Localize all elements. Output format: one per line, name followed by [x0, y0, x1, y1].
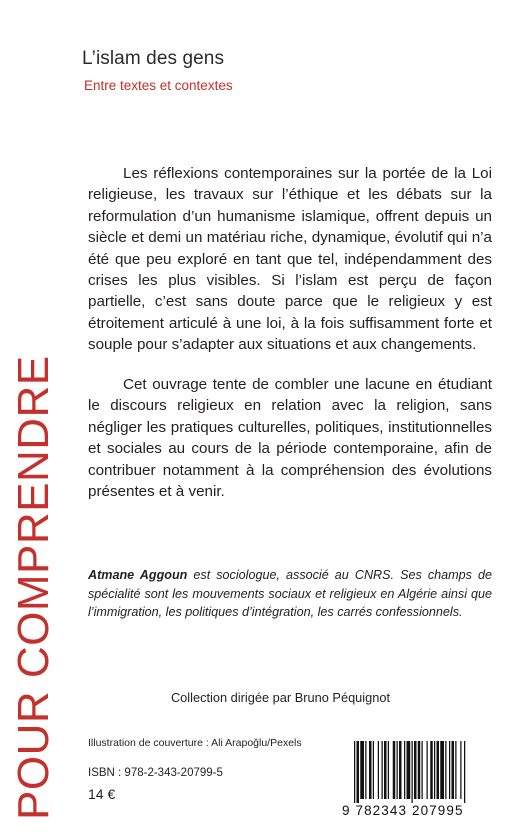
isbn: ISBN : 978-2-343-20799-5 [88, 767, 223, 779]
book-subtitle: Entre textes et contextes [84, 78, 233, 93]
illustration-credit: Illustration de couverture : Ali Arapoğlu/Pexels [88, 737, 302, 749]
collection-text: Collection dirigée par Bruno Péquignot [170, 690, 391, 705]
author-name: Atmane Aggoun [88, 568, 188, 582]
collection-line [0, 690, 525, 705]
barcode-bar [452, 741, 455, 799]
barcode-bar [397, 741, 398, 799]
barcode-bar [384, 741, 387, 799]
barcode-bar [354, 741, 355, 803]
summary-paragraph-1 [88, 163, 492, 356]
barcode-bar [382, 741, 383, 799]
barcode-bar [422, 741, 423, 799]
barcode-bar [418, 741, 421, 799]
barcode-bar [373, 741, 374, 799]
barcode-bar [414, 741, 417, 799]
barcode-bar [434, 741, 435, 799]
barcode-bar [449, 741, 450, 799]
barcode-bar [407, 741, 411, 799]
summary-paragraph-2 [88, 374, 492, 502]
barcode-bar [360, 741, 364, 799]
barcode-bar [404, 741, 405, 799]
barcode-bar [464, 741, 465, 803]
barcode-bar [378, 741, 379, 799]
barcode-bar [440, 741, 444, 799]
series-name: POUR COMPRENDRE [9, 355, 58, 820]
barcode-bar [399, 741, 402, 799]
barcode-bar [357, 741, 360, 803]
barcode-bar [455, 741, 456, 799]
barcode-bar [437, 741, 440, 799]
barcode-bar [388, 741, 389, 799]
series-vertical-label [4, 355, 64, 820]
barcode-bar [430, 741, 433, 799]
author-bio [88, 566, 492, 622]
barcode-digits: 9 782343 207995 [342, 803, 464, 818]
barcode-bar [412, 741, 413, 803]
paragraph-text: Cet ouvrage tente de combler une lacune en étudiant le discours religieux en relation avec la religion, sans négliger les pratiques culturelles, politiques, institutionnelles et sociales au cours de la période contemporaine, afin de contribuer notamment à la compréhension des évolutions présentes et à venir. [88, 376, 492, 501]
barcode-bar [365, 741, 366, 799]
barcode-bar [393, 741, 396, 799]
barcode-bars [354, 741, 496, 803]
barcode-bar [460, 741, 461, 799]
barcode-bar [369, 741, 372, 799]
author-description: est sociologue, associé au CNRS. Ses champs de spécialité sont les mouvements sociaux et religieux en Algérie ainsi que l’immigration, les politiques d’intégration, les carrés confessionnels. [88, 568, 493, 619]
price: 14 € [88, 786, 116, 802]
barcode [340, 741, 498, 825]
barcode-bar [445, 741, 446, 799]
paragraph-text: Les réflexions contemporaines sur la portée de la Loi religieuse, les travaux sur l’éthique et les débats sur la reformulation d’un humanisme islamique, offrent depuis un siècle et demi un matériau riche, dynamique, évolutif qui n’a été que peu exploré en tant que tel, indépendamment des crises les plus visibles. Si l’islam est perçu de façon partielle, c’est sans doute parce que le religieux y est étroitement articulé à une loi, à la fois suffisamment forte et souple pour s’adapter aux situations et aux changements. [88, 165, 492, 354]
book-title: L’islam des gens [82, 48, 225, 69]
barcode-bar [427, 741, 428, 799]
